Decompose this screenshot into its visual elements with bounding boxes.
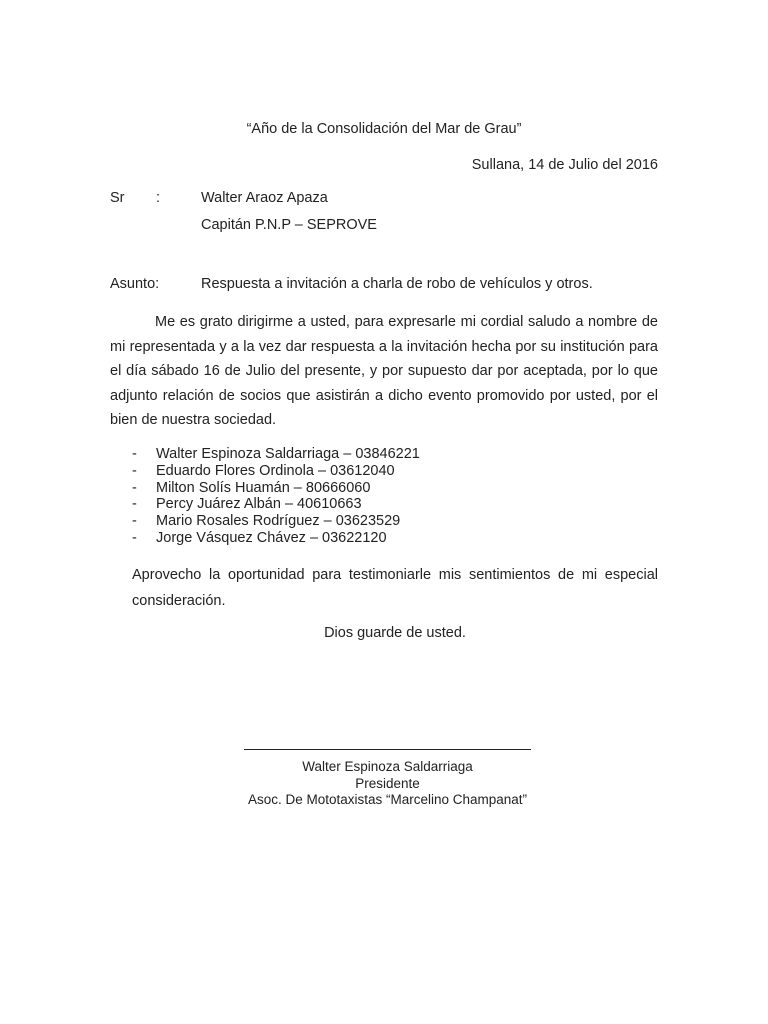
place-date: Sullana, 14 de Julio del 2016 [471,157,658,173]
list-item [132,530,420,547]
member-entry: Walter Espinoza Saldarriaga – 03846221 [156,446,420,462]
body-paragraph: Me es grato dirigirme a usted, para expresarle mi cordial saludo a nombre de mi representada y a la vez dar respuesta a la invitación hecha por su institución para el día sábado 16 de Julio del presente, y por supuesto dar por aceptada, por lo que adjunto relación de socios que asistirán a dicho evento promovido por usted, por el bien de nuestra sociedad. [110,314,658,428]
year-motto: “Año de la Consolidación del Mar de Grau” [246,121,522,137]
list-item [132,480,420,497]
closing-paragraph: Aprovecho la oportunidad para testimoniarle mis sentimientos de mi especial consideración. [132,567,658,609]
subject-text: Respuesta a invitación a charla de robo de vehículos y otros. [201,276,593,292]
recipient-colon: : [156,190,161,206]
signature-line [244,749,531,750]
signature-role: Presidente [355,775,420,791]
list-item [132,463,420,480]
list-dash: - [132,479,137,496]
list-dash: - [132,513,137,530]
member-entry: Jorge Vásquez Chávez – 03622120 [156,529,387,546]
recipient-name: Walter Araoz Apaza [201,190,328,206]
member-entry: Mario Rosales Rodríguez – 03623529 [156,513,401,530]
list-item [132,446,420,463]
signature-name: Walter Espinoza Saldarriaga [302,759,473,774]
list-dash: - [132,496,137,513]
recipient-title: Capitán P.N.P – SEPROVE [201,217,377,233]
farewell: Dios guarde de usted. [324,625,466,641]
list-dash: - [132,462,137,479]
list-dash: - [132,529,137,546]
members-list [132,446,420,547]
recipient-label: Sr [110,190,125,206]
list-item [132,496,420,513]
signature-organization: Asoc. De Mototaxistas “Marcelino Champanat” [247,792,528,807]
member-entry: Eduardo Flores Ordinola – 03612040 [156,462,395,479]
member-entry: Milton Solís Huamán – 80666060 [156,479,371,496]
signature-block [184,759,591,809]
list-dash: - [132,446,137,462]
member-entry: Percy Juárez Albán – 40610663 [156,496,362,513]
subject-label: Asunto: [110,276,160,292]
list-item [132,513,420,530]
